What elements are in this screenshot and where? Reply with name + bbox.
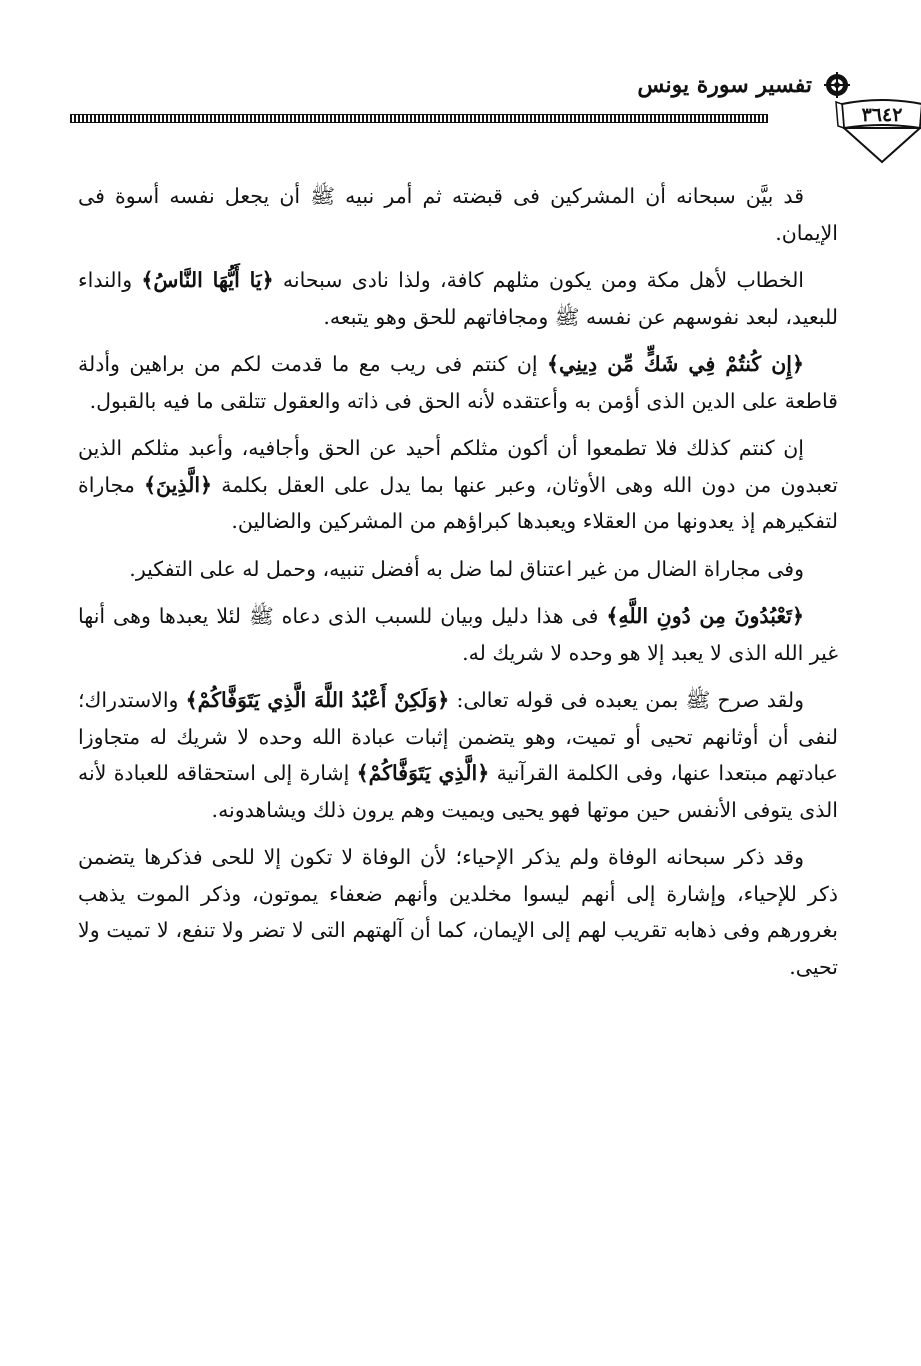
text-segment: إشارة إلى استحقاقه للعبادة لأنه الذى يتوفى الأنفس حين موتها فهو يحيى ويميت وهم يرون ذلك ويشاهدونه. [78,761,838,822]
paragraph [78,839,838,985]
page-header [70,70,903,170]
text-segment: قد بيَّن سبحانه أن المشركين فى قبضته ثم أمر نبيه ﷺ أن يجعل نفسه أسوة فى الإيمان. [78,184,838,245]
paragraph [78,598,838,671]
text-segment: فى هذا دليل وبيان للسبب الذى دعاه ﷺ لئلا يعبدها وهى أنها غير الله الذى لا يعبد إلا هو وحده لا شريك له. [78,604,838,665]
paragraph [78,346,838,419]
paragraph [78,551,838,588]
page-number: ٣٦٤٢ [861,104,903,126]
text-segment: مجاراة لتفكيرهم إذ يعدونها من العقلاء ويعبدها كبراؤهم من المشركين والضالين. [78,472,838,533]
quran-quote: ﴿يَا أَيُّهَا النَّاسُ﴾ [141,268,274,292]
paragraph [78,178,838,251]
paragraph [78,262,838,335]
text-segment: إن كنتم كذلك فلا تطمعوا أن أكون مثلكم أحيد عن الحق وأجافيه، وأعبد مثلكم الذين تعبدون من دون الله وهى الأوثان، وعبر عنها بما يدل على العقل بكلمة [78,436,839,497]
text-segment: والاستدراك؛ لنفى أن أوثانهم تحيى أو تميت، وهو يتضمن إثبات عبادة الله وحده لا شريك له متجاوزا عبادتهم مبتعدا عنها، وفى الكلمة القرآنية [78,688,838,785]
quran-quote: ﴿الَّذِينَ﴾ [144,472,213,497]
text-segment: إن كنتم فى ريب مع ما قدمت لكم من براهين وأدلة قاطعة على الدين الذى أؤمن به وأعتقده لأنه الحق فى ذاته والعقول تتلقى ما فيه بالقبول. [78,352,838,413]
quran-quote: ﴿تَعْبُدُونَ مِن دُونِ اللَّهِ﴾ [606,604,804,628]
header-rule [70,114,768,123]
header-title-group [637,72,850,98]
header-title: تفسير سورة يونس [637,72,812,98]
text-segment: وقد ذكر سبحانه الوفاة ولم يذكر الإحياء؛ لأن الوفاة لا تكون إلا للحى فذكرها يتضمن ذكر للإحياء، وإشارة إلى أنهم ليسوا مخلدين وأنهم ضعفاء يموتون، وذكر الموت يذهب بغرورهم وفى ذهابه تقريب لهم إلى الإيمان، كما أن آلهتهم التى لا تضر ولا تنفع، لا تميت ولا تحيى. [78,845,838,979]
text-segment: وفى مجاراة الضال من غير اعتناق لما ضل به أفضل تنبيه، وحمل له على التفكير. [129,556,804,581]
paragraph [78,430,838,540]
paragraph [78,682,838,828]
text-segment: ولقد صرح ﷺ بمن يعبده فى قوله تعالى: [449,688,804,712]
quran-quote: ﴿إِن كُنتُمْ فِي شَكٍّ مِّن دِينِي﴾ [547,352,804,376]
text-segment: والنداء للبعيد، لبعد نفوسهم عن نفسه ﷺ ومجافاتهم للحق وهو يتبعه. [78,268,838,329]
text-segment: الخطاب لأهل مكة ومن يكون مثلهم كافة، ولذا نادى سبحانه [273,268,805,292]
quran-quote: ﴿الَّذِي يَتَوَفَّاكُمْ﴾ [356,761,490,785]
quran-quote: ﴿وَلَكِنْ أَعْبُدُ اللَّهَ الَّذِي يَتَوَفَّاكُمْ﴾ [185,688,450,712]
body-text [78,178,838,996]
